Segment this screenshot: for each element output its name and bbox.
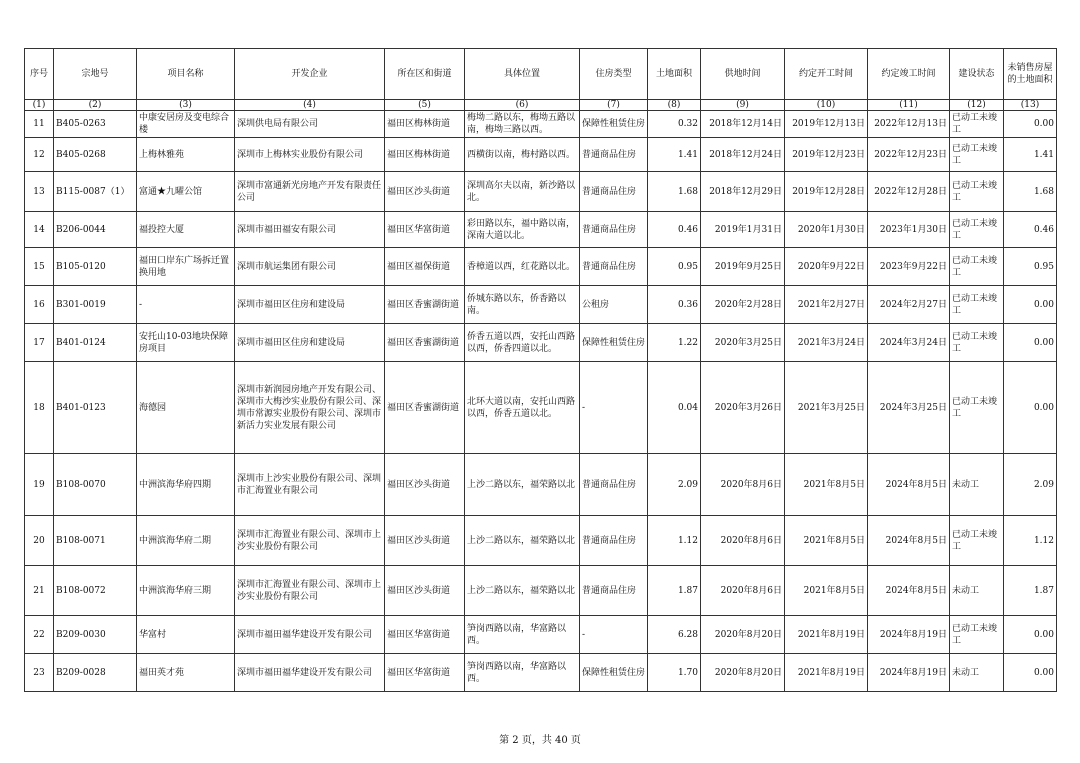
table-row xyxy=(25,516,1057,566)
column-number: (5) xyxy=(385,100,465,111)
cell-plot: B401-0123 xyxy=(54,362,137,454)
cell-status: 已动工未竣工 xyxy=(950,616,1004,654)
cell-status: 已动工未竣工 xyxy=(950,362,1004,454)
header-cell: 所在区和街道 xyxy=(385,49,465,100)
column-number: (1) xyxy=(25,100,54,111)
cell-area: 0.95 xyxy=(648,248,701,286)
cell-developer: 深圳市航运集团有限公司 xyxy=(235,248,385,286)
cell-finish: 2023年9月22日 xyxy=(868,248,950,286)
table-row xyxy=(25,248,1057,286)
header-cell: 约定开工时间 xyxy=(785,49,868,100)
land-supply-table-page xyxy=(24,48,1056,692)
cell-finish: 2024年8月5日 xyxy=(868,516,950,566)
column-number: (6) xyxy=(465,100,580,111)
column-number: (3) xyxy=(137,100,235,111)
cell-developer: 深圳市上沙实业股份有限公司、深圳市汇海置业有限公司 xyxy=(235,454,385,516)
cell-finish: 2024年8月19日 xyxy=(868,616,950,654)
cell-supply: 2020年8月6日 xyxy=(701,566,785,616)
cell-start: 2021年8月5日 xyxy=(785,454,868,516)
table-row xyxy=(25,172,1057,212)
header-cell: 具体位置 xyxy=(465,49,580,100)
cell-location: 上沙二路以东，福荣路以北 xyxy=(465,454,580,516)
cell-project: 中洲滨海华府二期 xyxy=(137,516,235,566)
cell-supply: 2020年3月25日 xyxy=(701,324,785,362)
cell-finish: 2024年8月19日 xyxy=(868,654,950,692)
table-body xyxy=(25,111,1057,692)
header-cell: 住房类型 xyxy=(580,49,648,100)
cell-location: 香樟道以西，红花路以北。 xyxy=(465,248,580,286)
cell-area: 0.32 xyxy=(648,111,701,138)
cell-finish: 2024年3月24日 xyxy=(868,324,950,362)
table-row xyxy=(25,566,1057,616)
cell-developer: 深圳供电局有限公司 xyxy=(235,111,385,138)
cell-status: 未动工 xyxy=(950,654,1004,692)
cell-supply: 2018年12月29日 xyxy=(701,172,785,212)
cell-district: 福田区香蜜湖街道 xyxy=(385,362,465,454)
cell-type: 保障性租赁住房 xyxy=(580,654,648,692)
cell-location: 侨香五道以西，安托山西路以西，侨香四道以北。 xyxy=(465,324,580,362)
column-number: (12) xyxy=(950,100,1004,111)
cell-location: 上沙二路以东，福荣路以北 xyxy=(465,516,580,566)
cell-plot: B206-0044 xyxy=(54,212,137,248)
cell-unsold: 1.41 xyxy=(1004,138,1057,172)
header-cell: 宗地号 xyxy=(54,49,137,100)
cell-status: 已动工未竣工 xyxy=(950,212,1004,248)
cell-plot: B108-0070 xyxy=(54,454,137,516)
cell-area: 1.87 xyxy=(648,566,701,616)
header-cell: 项目名称 xyxy=(137,49,235,100)
page-footer: 第 2 页，共 40 页 xyxy=(499,735,581,746)
cell-district: 福田区福保街道 xyxy=(385,248,465,286)
cell-supply: 2019年1月31日 xyxy=(701,212,785,248)
cell-finish: 2024年8月5日 xyxy=(868,566,950,616)
cell-developer: 深圳市富通新光房地产开发有限责任公司 xyxy=(235,172,385,212)
header-cell: 开发企业 xyxy=(235,49,385,100)
cell-developer: 深圳市汇海置业有限公司、深圳市上沙实业股份有限公司 xyxy=(235,516,385,566)
cell-developer: 深圳市上梅林实业股份有限公司 xyxy=(235,138,385,172)
cell-developer: 深圳市福田福华建设开发有限公司 xyxy=(235,654,385,692)
cell-type: 普通商品住房 xyxy=(580,454,648,516)
cell-unsold: 1.12 xyxy=(1004,516,1057,566)
cell-district: 福田区沙头街道 xyxy=(385,516,465,566)
cell-location: 笋岗西路以南，华富路以西。 xyxy=(465,616,580,654)
cell-area: 0.46 xyxy=(648,212,701,248)
cell-project: 上梅林雅苑 xyxy=(137,138,235,172)
column-number: (13) xyxy=(1004,100,1057,111)
cell-area: 6.28 xyxy=(648,616,701,654)
cell-area: 1.22 xyxy=(648,324,701,362)
cell-project: 中洲滨海华府四期 xyxy=(137,454,235,516)
cell-no: 23 xyxy=(25,654,54,692)
cell-unsold: 0.00 xyxy=(1004,362,1057,454)
table-row xyxy=(25,324,1057,362)
cell-supply: 2020年8月6日 xyxy=(701,454,785,516)
cell-location: 上沙二路以东，福荣路以北 xyxy=(465,566,580,616)
cell-location: 笋岗西路以南，华富路以西。 xyxy=(465,654,580,692)
cell-type: 普通商品住房 xyxy=(580,172,648,212)
cell-finish: 2023年1月30日 xyxy=(868,212,950,248)
column-number-row xyxy=(25,100,1057,111)
cell-no: 22 xyxy=(25,616,54,654)
column-number: (7) xyxy=(580,100,648,111)
cell-district: 福田区梅林街道 xyxy=(385,138,465,172)
cell-plot: B108-0071 xyxy=(54,516,137,566)
cell-plot: B405-0268 xyxy=(54,138,137,172)
cell-start: 2019年12月23日 xyxy=(785,138,868,172)
table-row xyxy=(25,111,1057,138)
column-number: (11) xyxy=(868,100,950,111)
cell-location: 彩田路以东，福中路以南，深南大道以北。 xyxy=(465,212,580,248)
cell-type: - xyxy=(580,616,648,654)
cell-unsold: 0.00 xyxy=(1004,616,1057,654)
cell-status: 已动工未竣工 xyxy=(950,138,1004,172)
table-row xyxy=(25,362,1057,454)
cell-district: 福田区沙头街道 xyxy=(385,454,465,516)
cell-district: 福田区华富街道 xyxy=(385,616,465,654)
cell-start: 2021年8月19日 xyxy=(785,616,868,654)
header-cell: 建设状态 xyxy=(950,49,1004,100)
cell-finish: 2022年12月28日 xyxy=(868,172,950,212)
cell-start: 2019年12月28日 xyxy=(785,172,868,212)
cell-supply: 2018年12月24日 xyxy=(701,138,785,172)
land-supply-table xyxy=(24,48,1057,692)
column-number: (9) xyxy=(701,100,785,111)
cell-no: 14 xyxy=(25,212,54,248)
cell-status: 已动工未竣工 xyxy=(950,111,1004,138)
cell-project: 安托山10-03地块保障房项目 xyxy=(137,324,235,362)
cell-no: 18 xyxy=(25,362,54,454)
cell-developer: 深圳市福田福安有限公司 xyxy=(235,212,385,248)
cell-start: 2021年2月27日 xyxy=(785,286,868,324)
cell-no: 12 xyxy=(25,138,54,172)
cell-area: 1.12 xyxy=(648,516,701,566)
cell-project: 福田英才苑 xyxy=(137,654,235,692)
cell-finish: 2022年12月13日 xyxy=(868,111,950,138)
cell-no: 11 xyxy=(25,111,54,138)
header-cell: 土地面积 xyxy=(648,49,701,100)
cell-supply: 2020年3月26日 xyxy=(701,362,785,454)
cell-location: 西横街以南，梅村路以西。 xyxy=(465,138,580,172)
cell-project: 福田口岸东广场拆迁置换用地 xyxy=(137,248,235,286)
table-row xyxy=(25,616,1057,654)
column-number: (10) xyxy=(785,100,868,111)
cell-start: 2021年8月19日 xyxy=(785,654,868,692)
cell-no: 15 xyxy=(25,248,54,286)
cell-project: 中洲滨海华府三期 xyxy=(137,566,235,616)
table-row xyxy=(25,212,1057,248)
cell-project: 海德园 xyxy=(137,362,235,454)
cell-type: 普通商品住房 xyxy=(580,566,648,616)
cell-plot: B108-0072 xyxy=(54,566,137,616)
cell-status: 未动工 xyxy=(950,566,1004,616)
cell-status: 已动工未竣工 xyxy=(950,324,1004,362)
header-cell: 未销售房屋的土地面积 xyxy=(1004,49,1057,100)
cell-unsold: 0.00 xyxy=(1004,111,1057,138)
cell-district: 福田区华富街道 xyxy=(385,654,465,692)
column-number: (4) xyxy=(235,100,385,111)
cell-district: 福田区沙头街道 xyxy=(385,566,465,616)
cell-location: 深圳高尔夫以南，新沙路以北。 xyxy=(465,172,580,212)
cell-project: - xyxy=(137,286,235,324)
cell-location: 北环大道以南，安托山西路以西，侨香五道以北。 xyxy=(465,362,580,454)
cell-unsold: 0.00 xyxy=(1004,286,1057,324)
cell-plot: B115-0087（1） xyxy=(54,172,137,212)
cell-district: 福田区香蜜湖街道 xyxy=(385,324,465,362)
cell-plot: B405-0263 xyxy=(54,111,137,138)
cell-area: 1.70 xyxy=(648,654,701,692)
cell-plot: B105-0120 xyxy=(54,248,137,286)
cell-start: 2020年1月30日 xyxy=(785,212,868,248)
cell-project: 福投控大厦 xyxy=(137,212,235,248)
cell-no: 17 xyxy=(25,324,54,362)
cell-supply: 2020年8月20日 xyxy=(701,654,785,692)
cell-project: 富通★九曜公馆 xyxy=(137,172,235,212)
column-number: (8) xyxy=(648,100,701,111)
cell-finish: 2022年12月23日 xyxy=(868,138,950,172)
cell-supply: 2020年8月6日 xyxy=(701,516,785,566)
cell-unsold: 1.68 xyxy=(1004,172,1057,212)
cell-supply: 2020年2月28日 xyxy=(701,286,785,324)
cell-status: 已动工未竣工 xyxy=(950,516,1004,566)
cell-type: 普通商品住房 xyxy=(580,516,648,566)
table-row xyxy=(25,454,1057,516)
table-row xyxy=(25,654,1057,692)
cell-start: 2021年8月5日 xyxy=(785,566,868,616)
column-number: (2) xyxy=(54,100,137,111)
cell-project: 中康安居房及变电综合楼 xyxy=(137,111,235,138)
cell-area: 2.09 xyxy=(648,454,701,516)
cell-type: 普通商品住房 xyxy=(580,248,648,286)
cell-plot: B209-0028 xyxy=(54,654,137,692)
table-row xyxy=(25,138,1057,172)
cell-plot: B301-0019 xyxy=(54,286,137,324)
cell-developer: 深圳市福田福华建设开发有限公司 xyxy=(235,616,385,654)
cell-no: 19 xyxy=(25,454,54,516)
cell-developer: 深圳市新润园房地产开发有限公司、深圳市大梅沙实业股份有限公司、深圳市常源实业股份有限公司、深圳市新活力实业发展有限公司 xyxy=(235,362,385,454)
cell-type: 普通商品住房 xyxy=(580,212,648,248)
header-row xyxy=(25,49,1057,100)
cell-area: 1.68 xyxy=(648,172,701,212)
header-cell: 供地时间 xyxy=(701,49,785,100)
cell-developer: 深圳市福田区住房和建设局 xyxy=(235,286,385,324)
cell-type: - xyxy=(580,362,648,454)
cell-supply: 2020年8月20日 xyxy=(701,616,785,654)
header-cell: 约定竣工时间 xyxy=(868,49,950,100)
cell-project: 华富村 xyxy=(137,616,235,654)
cell-type: 普通商品住房 xyxy=(580,138,648,172)
cell-start: 2019年12月13日 xyxy=(785,111,868,138)
cell-start: 2021年8月5日 xyxy=(785,516,868,566)
cell-unsold: 0.00 xyxy=(1004,324,1057,362)
cell-no: 16 xyxy=(25,286,54,324)
cell-start: 2020年9月22日 xyxy=(785,248,868,286)
cell-supply: 2019年9月25日 xyxy=(701,248,785,286)
cell-location: 梅坳二路以东，梅坳五路以南，梅坳三路以西。 xyxy=(465,111,580,138)
cell-unsold: 0.00 xyxy=(1004,654,1057,692)
cell-district: 福田区华富街道 xyxy=(385,212,465,248)
cell-no: 21 xyxy=(25,566,54,616)
cell-district: 福田区沙头街道 xyxy=(385,172,465,212)
cell-developer: 深圳市福田区住房和建设局 xyxy=(235,324,385,362)
cell-unsold: 1.87 xyxy=(1004,566,1057,616)
cell-finish: 2024年3月25日 xyxy=(868,362,950,454)
cell-type: 保障性租赁住房 xyxy=(580,111,648,138)
cell-area: 1.41 xyxy=(648,138,701,172)
header-cell: 序号 xyxy=(25,49,54,100)
cell-status: 未动工 xyxy=(950,454,1004,516)
cell-status: 已动工未竣工 xyxy=(950,172,1004,212)
cell-area: 0.04 xyxy=(648,362,701,454)
cell-unsold: 0.46 xyxy=(1004,212,1057,248)
cell-start: 2021年3月25日 xyxy=(785,362,868,454)
cell-type: 保障性租赁住房 xyxy=(580,324,648,362)
cell-supply: 2018年12月14日 xyxy=(701,111,785,138)
cell-location: 侨城东路以东，侨香路以南。 xyxy=(465,286,580,324)
cell-no: 13 xyxy=(25,172,54,212)
cell-developer: 深圳市汇海置业有限公司、深圳市上沙实业股份有限公司 xyxy=(235,566,385,616)
cell-district: 福田区香蜜湖街道 xyxy=(385,286,465,324)
table-row xyxy=(25,286,1057,324)
cell-type: 公租房 xyxy=(580,286,648,324)
cell-status: 已动工未竣工 xyxy=(950,248,1004,286)
cell-start: 2021年3月24日 xyxy=(785,324,868,362)
cell-plot: B401-0124 xyxy=(54,324,137,362)
cell-unsold: 0.95 xyxy=(1004,248,1057,286)
cell-no: 20 xyxy=(25,516,54,566)
cell-unsold: 2.09 xyxy=(1004,454,1057,516)
cell-plot: B209-0030 xyxy=(54,616,137,654)
cell-finish: 2024年2月27日 xyxy=(868,286,950,324)
cell-area: 0.36 xyxy=(648,286,701,324)
cell-finish: 2024年8月5日 xyxy=(868,454,950,516)
cell-district: 福田区梅林街道 xyxy=(385,111,465,138)
cell-status: 已动工未竣工 xyxy=(950,286,1004,324)
